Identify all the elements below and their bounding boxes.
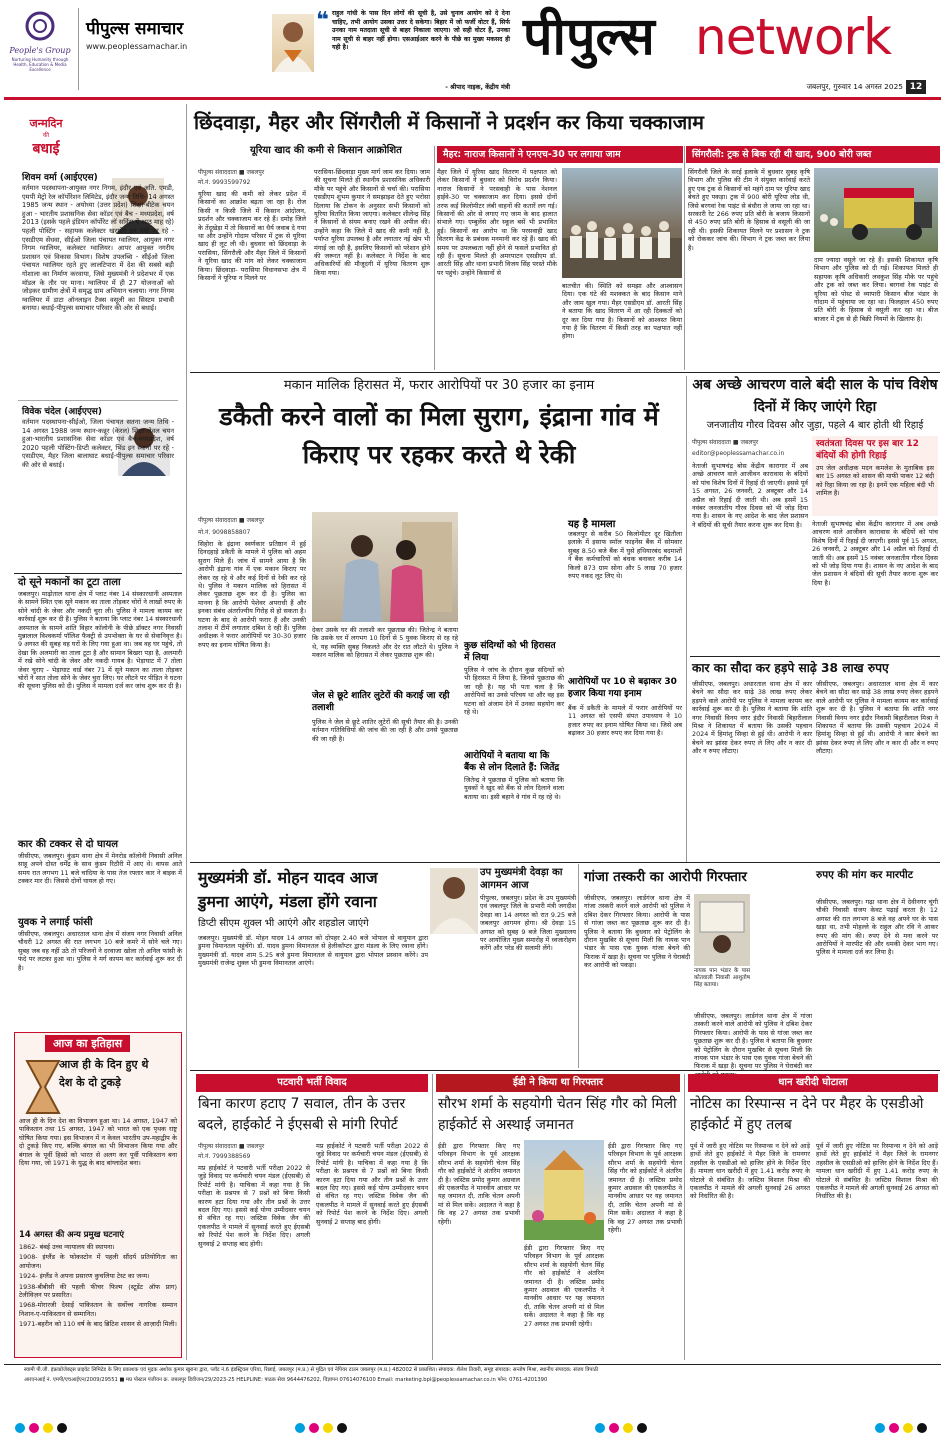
left-news-1-headline: दो सूने मकानों का टूटा ताला — [18, 577, 121, 588]
peoples-group-logo-icon — [22, 8, 58, 44]
prisoners-box — [812, 436, 938, 516]
cm-subhead: डिप्टी सीएम शुक्ल भी आएंगे और शहडोल जाएंगे — [198, 918, 369, 929]
history-box — [14, 1032, 182, 1358]
robbery-text-2: देकर उसके घर की तलाशी कर पूछताछ की। जितेन्द्र ने बताया कि उसके घर में लगभग 10 दिनों से 5 युवक किराए से रह रहे थे, यह व्यक्ति सुबह निकलते और देर रात लौटते थे। पुलिस ने मकान मालिक को हिरासत में लेकर पूछताछ शुरू की। — [312, 626, 458, 660]
robbery-box1-text: पुलिस ने जांच के दौरान कुछ संदिग्धों को भी हिरासत में लिया है, जिनसे पूछताछ की जा रही है। यह भी पता चला है कि आरोपियों का उनसे परिचय था और वह इस घटना को अंजाम देने में उनका सहयोग कर रहे थे। — [464, 666, 564, 717]
history-event: 1968-मोरारजी देसाई पाकिस्तान के सर्वोच्च नागरिक सम्मान निशान-ए-पाकिस्तान से सम्मानित। — [19, 1301, 177, 1318]
birthday-title-2: की — [42, 132, 50, 139]
cm-headline-2: डुमना आएंगे, मंडला होंगे रवाना — [198, 892, 377, 911]
prisoners-box-title: स्वतंत्रता दिवस पर इस बार 12 बंदियों की होगी रिहाई — [816, 439, 919, 461]
singrauli-text-f: दाम ज्यादा वसूले जा रहे हैं। इसकी शिकायत कृषि विभाग और पुलिस को दी गई। शिकायत मिलते ही सहायक कृषि अधिकारी लवकुश सिंह मौके पर पहुंचे और ट्रक को जब्त कर लिया। बरगवां रेक पाइंट से यूरिया को पोस्ट से व्यापारी किसान बीज भंडार के गोदाम में पहुंचाया जा रहा था। फिलहाल 450 रुपए प्रति बोरी के हिसाब से वसूली कर रहा था। बीज बाजार में ट्रक से ही बिक्री नियमों के खिलाफ है। — [814, 256, 938, 323]
bottom-text-1: मप्र हाईकोर्ट ने पटवारी भर्ती परीक्षा 2022 से जुड़े विवाद पर कर्मचारी चयन मंडल (ईएसबी) से रिपोर्ट मांगी है। याचिका में कहा गया है कि परीक्षा के प्रश्नपत्र से 7 प्रश्नों को बिना किसी कारण हटा दिया गया और तीन प्रश्नों के उत्तर बदल दिए गए। इससे कई योग्य उम्मीदवार चयन से वंचित रह गए। जस्टिस विवेक जैन की एकलपीठ ने मामले में सुनवाई करते हुए ईएसबी को रिपोर्ट पेश करने के निर्देश दिए। अगली सुनवाई 2 सप्ताह बाद होगी। — [198, 1164, 310, 1248]
robbery-box5-title: आरोपियों पर 10 से बढ़ाकर 30 हजार किया गया इनाम — [568, 677, 677, 699]
history-events-list — [19, 1243, 177, 1355]
masthead-hindi: पीपुल्स — [523, 7, 655, 67]
dateline: जबलपुर, गुरुवार 14 अगस्त 2025 — [806, 82, 903, 91]
bottom-text-2: ईडी द्वारा गिरफ्तार किए गए परिवहन विभाग के पूर्व आरक्षक सौरभ शर्मा के सहयोगी चेतन सिंह गौर को हाईकोर्ट ने अंतरिम जमानत दी है। जस्टिस प्रमोद कुमार अग्रवाल की एकलपीठ ने मानवीय आधार पर यह जमानत दी, ताकि चेतन अपनी मां से मिल सकें। अदालत ने कहा है कि वह 27 अगस्त तक प्रभावी रहेगी। — [438, 1142, 520, 1226]
bottom-mobile-1: मो.नं. 7999388569 — [198, 1153, 251, 1160]
history-headline-2: देश के दो टुकड़े — [59, 1076, 121, 1089]
masthead-english: network — [695, 8, 892, 66]
website-link[interactable]: www.peoplessamachar.in — [86, 42, 188, 51]
main-mobile: मो.नं. 9993599792 — [198, 179, 251, 186]
robbery-mobile: मो.नं. 9098858807 — [198, 529, 251, 536]
money-text: जीसीएफ, जबलपुर। गढ़ा थाना क्षेत्र में देवीनगर चूंगी चौकी निवासी संजय केवट पढ़ाई करता है। 12 अगस्त की रात लगभग 8 बजे वह अपने घर के पास खड़ा था, तभी मोहल्ले के राहुल और रवि ने आकर रुपए की मांग की। रुपए देने से मना करने पर आरोपियों ने मारपीट की और धमकी देकर भाग गए। पुलिस ने मामला दर्ज कर लिया है। — [816, 898, 938, 957]
singrauli-bar: सिंगरौली: ट्रक से बिक रही थी खाद, 900 बोरी जब्त — [686, 146, 940, 163]
color-registration-bar — [0, 1420, 945, 1436]
masthead — [515, 2, 943, 82]
birthday-title-3: बधाई — [32, 141, 60, 157]
quote-block — [316, 10, 512, 96]
ganja-text: जीसीएफ, जबलपुर। लार्डगंज थाना क्षेत्र में गांजा तस्करी करने वाले आरोपी को पुलिस ने दबिश देकर गिरफ्तार किया। आरोपी के पास से गांजा जब्त कर पूछताछ शुरू कर दी है। पुलिस ने बताया कि बुधवार को पेट्रोलिंग के दौरान मुखबिर से सूचना मिली कि नायक पान भंडार के पास एक युवक गांजा बेचने की फिराक में खड़ा है। सूचना पर पुलिस ने घेराबंदी कर आरोपी को पकड़ा। — [584, 894, 691, 970]
bottom-text-3: पूर्व में जारी हुए नोटिस पर रिस्पान्स न देने को आड़े हाथों लेते हुए हाईकोर्ट ने मैहर जिले के रामनगर तहसील के एसडीओ को हाजिर होने के निर्देश दिए हैं। मामला धान खरीदी में हुए 1.41 करोड़ रुपए के घोटाले से संबंधित है। जस्टिस विशाल मिश्रा की एकलपीठ ने मामले की अगली सुनवाई 26 अगस्त को निर्धारित की है। — [690, 1142, 810, 1201]
birthday-p2-text: वर्तमान पदस्थापना-सीईओ, जिला पंचायत सतना जन्म तिथि - 14 अगस्त 1988 जन्म स्थान-कन्नूर (केरल) शिक्षा-लेवल चयन हुआ-भारतीय प्रशासनिक सेवा कॉडर एवं बैच-मध्यप्रदेश, वर्ष 2020 पहली पोस्टिंग-डिप्टी कलेक्टर, भिंड इन स्थानों पर रहे - एसडीएम, मैहर जिला बालाघाट बधाई-पीपुल्स समाचार परिवार की ओर से बधाई। — [22, 418, 174, 469]
robbery-text-1: सिहोरा के इंद्राना स्वर्णकार प्रतिष्ठान में हुई दिनदहाड़े डकैती के मामले में पुलिस को अहम सुराग मिले हैं। जांच में सामने आया है कि आरोपी इंद्राना गांव में एक मकान किराए पर लेकर रह रहे थे और कई दिनों से रेकी कर रहे थे। पुलिस ने मकान मालिक को हिरासत में लेकर पूछताछ शुरू कर दी है। पुलिस का मानना है कि आरोपी पेशेवर अपराधी हैं और इनका संबंध अंतर्राज्यीय गिरोह से हो सकता है। घटना के बाद से आरोपी फरार हैं और उनकी तलाश में टीमें लगातार दबिश दे रही हैं। पुलिस अधीक्षक ने फरार आरोपियों पर 30-30 हजार रुपए का इनाम घोषित किया है। — [198, 540, 306, 649]
birthday-title-1: जन्मदिन — [29, 117, 63, 130]
footer-line-1: स्वामी पी.जी. इंफ्राप्रोजेक्ट्स प्राइवेट लिमिटेड के लिए प्रकाशक एवं मुद्रक अशोक कुमार खुराना द्वारा, प्लॉट नं.6 इंडस्ट्रियल एरिया, रिछाई, जबलपुर (म.प्र.) से मुद्रित एवं नेपियर टाउन जबलपुर (म.प्र.) 482002 से प्रकाशित। संपादक: शैलेश तिवारी, समूह संपादक: सन्तोष मिश्रा, स्थानीय संपादक: संजय त्रिपाठी — [24, 1367, 599, 1373]
cm-photo — [430, 868, 478, 934]
robbery-box4-title: आरोपियों ने बताया था कि बैंक से लोन दिलाते हैं: जितेंद्र — [464, 751, 560, 773]
main-headline: छिंदवाड़ा, मैहर और सिंगरौली में किसानों ने प्रदर्शन कर किया चक्काजाम — [194, 111, 704, 134]
main-subhead: यूरिया खाद की कमी से किसान आक्रोशित — [250, 145, 402, 156]
robbery-box3-head: यह है मामला — [568, 519, 616, 530]
paper-name: पीपुल्स समाचार — [86, 19, 184, 39]
robbery-box5-text: बैंक में डकैती के मामले में फरार आरोपियों पर 11 अगस्त को एसपी संपत उपाध्याय ने 10 हजार रुपए का इनाम घोषित किया था। जिसे अब बढ़ाकर 30 हजार रुपए कर दिया गया है। — [568, 704, 682, 738]
bottom-label-3: धान खरीदी घोटाला — [688, 1074, 938, 1092]
page-number: 12 — [906, 80, 926, 94]
car-deal-text: जीसीएफ, जबलपुर। अधारताल थाना क्षेत्र में कार बेचने का सौदा कर साढ़े 38 लाख रुपए लेकर हड़पने वाले आरोपी पर पुलिस ने मामला कायम कर कार्रवाई शुरू कर दी है। पुलिस ने बताया कि शांति नगर निवासी विनय नगर इंदौर निवासी बिहारीलाल मिश्रा ने शिकायत में बताया कि उसकी पहचान 2024 में हिमांशु सिन्हा से हुई थी। आरोपी ने कार बेचने का झांसा देकर रुपए ले लिए और न कार दी और न रुपए लौटाए। — [692, 680, 812, 756]
history-headline-1: आज ही के दिन हुए थे — [59, 1058, 149, 1071]
prisoners-byline: पीपुल्स संवाददाता ■ जबलपुर — [692, 439, 759, 446]
quote-mark-icon: ❝ — [316, 8, 329, 33]
left-news-1-text: जबलपुर। माढ़ोताल थाना क्षेत्र में प्लाट नंबर 14 संस्कारधानी अस्पताल के सामने स्थित एक सूने मकान का ताला तोड़कर चोरों ने लाखों रुपए के सोने चांदी के जेवर और नकदी चुरा ली। पुलिस ने मामला कायम कर कार्रवाई शुरू कर दी है। पुलिस ने बताया कि प्लाट नंबर 14 संस्कारधानी अस्पताल के सामने शांति विहार कॉलोनी के पीछे डॉक्टर नगर निवासी मुन्नालाल विश्वकर्मा पॉलिश फैक्ट्री से उपभोक्ता के घर से सेवानिवृत्त है। 9 अगस्त की सुबह वह घरों के लिए गया हुआ था। जब वह घर पहुंचे, तो देखा कि अलमारी का ताला टूटा है और सामान बिखरा पड़ा है, अलमारी में रखे सोने चांदी के जेवर और नकदी गायब है। भेड़ाघाट में 7 तोला जेवर चुराए - भेड़ाघाट वार्ड नंबर 71 में सूने मकान का ताला तोड़कर चोरों ने सात तोला सोने के जेवर चुरा लिए। घर लौटने पर पीड़ित ने घटना की सूचना पुलिस को दी। पुलिस ने मामला दर्ज कर जांच शुरू कर दी है। — [18, 590, 182, 691]
bottom-headline-2: सौरभ शर्मा के सहयोगी चेतन सिंह गौर को मिली हाईकोर्ट से अस्थाई जमानत — [438, 1096, 677, 1133]
birthday-p2-name: विवेक चंदेल (आईएएस) — [22, 407, 102, 417]
main-byline: पीपुल्स संवाददाता ■ जबलपुर — [198, 169, 265, 176]
history-event: 1908- इंग्लैंड के फोकस्टोन में पहली सौंदर्य प्रतियोगिता का आयोजन। — [19, 1253, 177, 1270]
birthday-p1-name: शिवम वर्मा (आईएएस) — [22, 173, 98, 183]
robbery-box2-title: जेल से छूटे शातिर लुटेरों की कराई जा रही तलाशी — [312, 691, 450, 713]
left-news-2-text: जीसीएफ, जबलपुर। कुंडम थाना क्षेत्र में मेनरोड कॉलोनी निवासी अनिल साहू अपने दोस्त धर्मेंद्र के साथ कुंडम रिठौरी में आए थे। वापस आते समय रात लगभग 11 बजे चांदिया के पास तेज रफ्तार कार ने बाइक में टक्कर मार दी। जिससे दोनों घायल हो गए। — [18, 852, 182, 886]
left-news-3-text: जीसीएफ, जबलपुर। अधारताल थाना क्षेत्र में संजय नगर निवासी अनिल चौधरी 12 अगस्त की रात लगभग 10 बजे कमरे में सोने चले गए। सुबह जब वह नहीं उठे तो परिजनों ने दरवाजा खोला तो अनिल फांसी के फंदे पर लटका हुआ था। पुलिस ने मर्ग कायम कर कार्रवाई शुरू कर दी है। — [18, 930, 182, 972]
group-name: People's Group — [9, 46, 71, 55]
footer-line-2: आरएनआई नं. एमपी/एचआईएन/2009/29551 ■ मप्र पोस्टल पंजीयन क्र. जबलपुर डिवीजन/29/2023-25 HELPLINE: पाठक सेवा 9644476202, विज्ञापन 07614076100 Email: marketing.bpl@peoplessamachar.co.in फोन: 0761-4201390 — [24, 1377, 548, 1383]
robbery-kicker: मकान मालिक हिरासत में, फरार आरोपियों पर 30 हजार का इनाम — [283, 378, 595, 393]
history-event: 1862- बंबई उच्च न्यायालय की स्थापना। — [19, 1243, 115, 1251]
car-deal-text-cont: जीसीएफ, जबलपुर। अधारताल थाना क्षेत्र में कार बेचने का सौदा कर साढ़े 38 लाख रुपए लेकर हड़पने वाले आरोपी पर पुलिस ने मामला कायम कर कार्रवाई शुरू कर दी है। पुलिस ने बताया कि शांति नगर निवासी विनय नगर इंदौर निवासी बिहारीलाल मिश्रा ने शिकायत में बताया कि उसकी पहचान 2024 में हिमांशु सिन्हा से हुई थी। आरोपी ने कार बेचने का झांसा देकर रुपए ले लिए और न कार दी और न रुपए लौटाए। — [816, 680, 938, 756]
cm-headline-1: मुख्यमंत्री डॉ. मोहन यादव आज — [198, 868, 378, 887]
bottom-label-1: पटवारी भर्ती विवाद — [196, 1074, 428, 1092]
main-text-a: यूरिया खाद की कमी को लेकर प्रदेश में किसानों का आक्रोश बढ़ता जा रहा है। रोज किसी न किसी जिले में किसान आंदोलन, प्रदर्शन और चक्काजाम कर रहे हैं। दमोह जिले के तेंदूखेड़ा में तो किसानों का धैर्य जवाब दे गया था और उन्होंने गोदाम परिसर में ट्रक से यूरिया खाद ही लूट ली थी। बुधवार को छिंदवाड़ा के परासिया, सिंगरौली और मैहर जिले में किसानों ने यूरिया खाद की मांग को लेकर चक्काजाम किया। छिंदवाड़ा- परासिया विधानसभा क्षेत्र में किसानों ने यूरिया न मिलने पर — [198, 190, 306, 283]
history-event: 1938-बीबीसी की पहली फीचर फिल्म (स्टूडेंट ऑफ प्राग) टेलीविज़न पर प्रसारित। — [19, 1282, 177, 1300]
ganja-text-cont: जीसीएफ, जबलपुर। लार्डगंज थाना क्षेत्र में गांजा तस्करी करने वाले आरोपी को पुलिस ने दबिश देकर गिरफ्तार किया। आरोपी के पास से गांजा जब्त कर पूछताछ शुरू कर दी है। पुलिस ने बताया कि बुधवार को पेट्रोलिंग के दौरान मुखबिर से सूचना मिली कि नायक पान भंडार के पास एक युवक गांजा बेचने की फिराक में खड़ा है। सूचना पर पुलिस ने घेराबंदी कर — [694, 1012, 812, 1071]
robbery-byline: पीपुल्स संवाददाता ■ जबलपुर — [198, 517, 265, 524]
robbery-box1-title: कुछ संदिग्धों को भी हिरासत में लिया — [464, 641, 556, 663]
birthday-p1-text: वर्तमान पदस्थापना-आयुक्त नगर निगम, इंदौर एवं अति. एमडी, एमपी मेट्रो रेल कॉर्पोरेशन लिमिटेड, इंदौर जन्म तिथि- 14 अगस्त 1985 जन्म स्थान - अयोध्या (उत्तर प्रदेश) शिक्षा-बीटेक चयन हुआ - भारतीय प्रशासनिक सेवा कॉडर एवं बैच - मध्यप्रदेश, वर्ष 2013 (इसके पहले इंडियन कॉर्पोरेट लॉ सर्विस में आठ माह रहे) पहली पोस्टिंग - सहायक कलेक्टर खरगोन इन पदों पर रहे - एसडीएम सेंधवा, सीईओ जिला पंचायत ग्वालियर, आयुक्त नगर निगम ग्वालियर, कलेक्टर ग्वालियर। आपर आयुक्त नगरीय प्रशासन एवं विकास विभाग। विशेष उपलब्धि - सीईओ जिला पंचायत ग्वालियर रहते हुए लालटिपारा में देश की सबसे बड़ी गोशाला का निर्माण करवाया, जिसे मुख्यमंत्री ने प्रदेशभर में एक मॉडल के तौर पर माना। ग्वालियर में ही 27 योजनाओं को जोड़कर ग्रामीण क्षेत्रों में समृद्ध ग्राम अभियान चलाया। नगर निगम ग्वालियर में डाटा ऑनलाइन टैक्स वसूली का सिस्टम प्रभावी बनाया। बधाई-पीपुल्स समाचार परिवार की ओर से बधाई। — [22, 184, 174, 313]
protest-photo — [562, 168, 682, 278]
history-event: 1924- इंग्लैंड ने अपना प्रसारण कुचलिया टेस्ट का जन्म। — [19, 1272, 150, 1281]
main-text-b: परासिया-छिंदवाड़ा मुख्य मार्ग जाम कर दिया। जाम की सूचना मिलते ही स्थानीय प्रशासनिक अधिकारी मौके पर पहुंचे और किसानों से चर्चा की। परासिया एसडीएम शुभम कुमार ने समझाइश देते हुए भरोसा दिलाया कि टोकन के अनुसार सभी किसानों को यूरिया वितरित किया जाएगा। कलेक्टर शीलेन्द्र सिंह ने किसानों से संयम बनाए रखने की अपील की। उन्होंने कहा कि जिले में खाद की कमी नहीं है, पर्याप्त यूरिया उपलब्ध है और लगातार नई खेप भी मंगाई जा रही है, इसलिए किसानों को परेशान होने की जरूरत नहीं है। कलेक्टर ने निर्देश के बाद अधिकारियों की मौजूदगी में यूरिया वितरण शुरू किया गया। — [314, 168, 430, 277]
ganja-caption: नायक पान भंडार के पास कोतवाली निवासी आशुतोष सिंह बताया। — [694, 968, 750, 988]
deputy-text: पीपुल्स, जबलपुर। प्रदेश के उप मुख्यमंत्री एवं जबलपुर जिले के प्रभारी मंत्री जगदीश देवड़ा का 14 अगस्त को रात 9.25 बजे जबलपुर आगमन होगा। श्री देवड़ा 15 अगस्त को सुबह 9 बजे जिला मुख्यालय पर आयोजित मुख्य समारोह में ध्वजारोहण करेंगे और परेड की सलामी लेंगे। — [480, 894, 576, 953]
paper-name-block — [86, 18, 271, 78]
quote-text: राहुल गांधी के पास दिन लोगों की सूची है, उसे चुनाव आयोग को दे देना चाहिए, तभी आयोग उसका उत्तर दे सकेगा। बिहार में जो फर्जी वोटर हैं, सिर्फ उनका नाम मतदाता सूची से बाहर निकाला जाएगा। जो सही वोटर हैं, उनका नाम सूची से बाहर नहीं होगा। एसआईआर करने के पीछे का मुख्य मकसद ही यही है। — [332, 10, 510, 52]
singrauli-text-e: सिंगरौली जिले के सरई इलाके में बुधवार सुबह कृषि विभाग और पुलिस की टीम ने संयुक्त कार्रवाई करते हुए एक ट्रक से किसानों को महंगे दाम पर यूरिया खाद बेचते हुए पकड़ा। ट्रक में 900 बोरी यूरिया लोड थी, जिसे बरगवां रेक पाइंट से बंधौरा ले जाया जा रहा था। सरकारी रेट 266 रुपए प्रति बोरी के बजाय किसानों से 450 रुपए प्रति बोरी के हिसाब से वसूली की जा रही थी। इसकी शिकायत मिलने पर प्रशासन ने ट्रक को रोककर जांच की। विभाग ने ट्रक जब्त कर लिया है। — [688, 168, 810, 252]
history-list-title: 14 अगस्त की अन्य प्रमुख घटनाएं — [19, 1229, 124, 1239]
maihar-text-d: बातचीत की। स्थिति को समझा और आश्वासन दिया। एक घंटे की मशक्कत के बाद किसान माने और जाम खुल गया। मैहर एसडीएम डॉ. आरती सिंह ने बताया कि खाद वितरण में आ रही दिक्कतों को दूर कर दिया गया है। किसानों को आश्वस्त किया गया है कि वितरण में किसी तरह का पक्षपात नहीं होगा। — [562, 282, 682, 341]
truck-photo — [814, 168, 938, 252]
bottom-text-3-cont: पूर्व में जारी हुए नोटिस पर रिस्पान्स न देने को आड़े हाथों लेते हुए हाईकोर्ट ने मैहर जिले के रामनगर तहसील के एसडीओ को हाजिर होने के निर्देश दिए हैं। मामला धान खरीदी में हुए 1.41 करोड़ रुपए के घोटाले से संबंधित है। जस्टिस विशाल मिश्रा की एकलपीठ ने मामले की अगली सुनवाई 26 अगस्त को निर्धारित की है। — [816, 1142, 938, 1201]
prisoners-subhead: जनजातीय गौरव दिवस और जुड़ा, पहले 4 बार होती थी रिहाई — [706, 420, 924, 431]
bottom-text-2-cont: ईडी द्वारा गिरफ्तार किए गए परिवहन विभाग के पूर्व आरक्षक सौरभ शर्मा के सहयोगी चेतन सिंह गौर को हाईकोर्ट ने अंतरिम जमानत दी है। जस्टिस प्रमोद कुमार अग्रवाल की एकलपीठ ने मानवीय आधार पर यह जमानत दी, ताकि चेतन अपनी मां से मिल सकें। अदालत ने कहा है कि वह 27 अगस्त तक प्रभावी रहेगी। — [524, 1244, 604, 1328]
robbery-box4-text: जितेन्द्र ने पूछताछ में पुलिस को बताया कि युवकों ने खुद को बैंक से लोन दिलाने वाला बताया था। इसी बहाने वे गांव में रह रहे थे। — [464, 776, 564, 801]
group-logo — [6, 6, 74, 94]
history-text: आज ही के दिन देश का विभाजन हुआ था। 14 अगस्त, 1947 को पाकिस्तान तथा 15 अगस्त, 1947 को भारत को एक पृथक राष्ट्र घोषित किया गया। इस विभाजन में न केवल भारतीय उप-महाद्वीप के दो टुकड़े किए गए, बल्कि बंगाल का भी विभाजन किया गया और बंगाल के पूर्वी हिस्से को भारत से अलग कर पूर्वी पाकिस्तान बना दिया गया, जो 1971 के युद्ध के बाद बांग्लादेश बना। — [19, 1117, 177, 1168]
prisoners-headline: अब अच्छे आचरण वाले बंदी साल के पांच विशेष दिनों में किए जाएंगे रिहा — [692, 377, 938, 415]
money-headline: रुपए की मांग कर मारपीट — [816, 869, 913, 881]
robbery-photo — [312, 512, 458, 622]
group-tagline: Nurturing Humanity through Health, Education & Media Excellence — [11, 57, 69, 72]
bottom-text-2-cont2: ईडी द्वारा गिरफ्तार किए गए परिवहन विभाग के पूर्व आरक्षक सौरभ शर्मा के सहयोगी चेतन सिंह गौर को हाईकोर्ट ने अंतरिम जमानत दी है। जस्टिस प्रमोद कुमार अग्रवाल की एकलपीठ ने मानवीय आधार पर यह जमानत दी, ताकि चेतन अपनी मां से मिल सकें। अदालत ने कहा है कि वह 27 अगस्त तक प्रभावी रहेगी। — [608, 1142, 682, 1235]
ganja-photo — [694, 894, 750, 966]
deputy-headline: उप मुख्यमंत्री देवड़ा का आगमन आज — [480, 867, 563, 891]
robbery-headline: डकैती करने वालों का मिला सुराग, इंद्राना गांव में किराए पर रहकर करते थे रेकी — [219, 402, 659, 469]
maihar-text-c: मैहर जिले में यूरिया खाद वितरण में पक्षपात को लेकर किसानों ने बुधवार को विरोध प्रदर्शन किया। नाराज किसानों ने परसवाही के पास नेशनल हाईवे-30 पर चक्काजाम कर दिया। इससे दोनों तरफ कई किलोमीटर लंबी वाहनों की कतारें लग गई। किसानों की ओर से लगाए गए जाम के बाद हालात संभाले गए। एम्बुलेंस और स्कूल बसें भी प्रभावित हुई। किसानों का आरोप था कि परसवाही खाद वितरण केंद्र के प्रबंधक मनमानी कर रहे हैं। खाद की समय पर उपलब्धता नहीं होने से फसलें प्रभावित हो रही हैं। सूचना मिलते ही अमरपाटन एसडीएम डॉ. आरती सिंह और थाना प्रभारी विजय सिंह परस्ते मौके पर पहुंचे। उन्होंने किसानों से — [437, 168, 557, 277]
left-news-3-headline: युवक ने लगाई फांसी — [18, 917, 93, 928]
bottom-headline-3: नोटिस का रिस्पान्स न देने पर मैहर के एसडीओ हाईकोर्ट में हुए तलब — [690, 1096, 924, 1133]
robbery-box3-text: जबलपुर से करीब 50 किलोमीटर दूर खितौला इलाके में इसाफ स्मॉल फाइनेंस बैंक में सोमवार सुबह 8.50 बजे बैंक में घुसे हथियारबंद बदमाशों ने बैंक कर्मचारियों को बंधक बनाकर करीब 14 किलो 873 ग्राम सोना और 5 लाख 70 हजार रुपए नकद लूट लिए थे। — [568, 530, 682, 581]
prisoners-text: नेताजी सुभाषचंद्र बोस केंद्रीय कारागार में अब अच्छे आचरण वाले आजीवन कारावास के बंदियों को पांच विशेष दिनों में रिहाई दी जाएगी। इससे पूर्व 15 अगस्त, 26 जनवरी, 2 अक्टूबर और 14 अप्रैल को रिहाई दी जाती थी। अब इसमें 15 नवंबर जनजातीय गौरव दिवस को भी जोड़ दिया गया है। शासन के नए आदेश के बाद जेल प्रशासन ने बंदियों की सूची तैयार करना शुरू कर दिया है। — [692, 462, 808, 529]
quote-author: - श्रीपाद नाइक, केंद्रीय मंत्री — [445, 83, 510, 91]
birthday-badge — [12, 116, 80, 166]
history-event: 1971-बहरीन को 110 वर्ष के बाद ब्रिटिश शासन से आज़ादी मिली। — [19, 1320, 177, 1329]
bottom-byline-1: पीपुल्स संवाददाता ■ जबलपुर — [198, 1143, 265, 1150]
left-news-2-headline: कार की टक्कर से दो घायल — [18, 839, 119, 850]
bottom-label-2: ईडी ने किया था गिरफ्तार — [436, 1074, 680, 1092]
prisoners-email[interactable]: editor@peoplessamachar.co.in — [692, 450, 785, 457]
car-deal-headline: कार का सौदा कर हड़पे साढ़े 38 लाख रुपए — [692, 661, 889, 675]
robbery-box2-text: पुलिस ने जेल से छूटे शातिर लुटेरों की सूची तैयार की है। उनकी वर्तमान गतिविधियों की जांच की जा रही है और उनसे पूछताछ की जा रही है। — [312, 718, 458, 743]
ganja-headline: गांजा तस्करी का आरोपी गिरफ्तार — [584, 870, 747, 885]
history-badge: आज का इतिहास — [45, 1035, 130, 1052]
chetan-photo — [524, 1140, 604, 1240]
prisoners-box-text: उप जेल अधीक्षक मदन कमलेश के मुताबिक इस बार 15 अगस्त को शासन की माफी पाकर 12 बंदी को रिहा किया जा रहा है। इनमें एक महिला बंदी भी शामिल है। — [816, 464, 934, 498]
maihar-bar: मैहर: नाराज किसानों ने एनएच-30 पर लगाया जाम — [437, 146, 683, 163]
prisoners-text-cont: नेताजी सुभाषचंद्र बोस केंद्रीय कारागार में अब अच्छे आचरण वाले आजीवन कारावास के बंदियों को पांच विशेष दिनों में रिहाई दी जाएगी। इससे पूर्व 15 अगस्त, 26 जनवरी, 2 अक्टूबर और 14 अप्रैल को रिहाई दी जाती थी। अब इसमें 15 नवंबर जनजातीय गौरव दिवस को भी जोड़ दिया गया है। शासन के नए आदेश के बाद जेल प्रशासन ने बंदियों की सूची तैयार करना शुरू कर दिया है। — [812, 520, 938, 587]
cm-text: जबलपुर। मुख्यमंत्री डॉ. मोहन यादव 14 अगस्त को दोपहर 2.40 बजे भोपाल से वायुयान द्वारा डुमना विमानतल पहुंचेंगे। डॉ. यादव डुमना विमानतल से हेलीकॉप्टर द्वारा मंडला के लिए रवाना होंगे। मुख्यमंत्री डॉ. यादव शाम 5.25 बजे डुमना विमानतल से वायुयान द्वारा भोपाल प्रस्थान करेंगे। उप मुख्यमंत्री राजेन्द्र शुक्ल भी डुमना विमानतल आएंगे। — [198, 934, 428, 968]
bottom-headline-1: बिना कारण हटाए 7 सवाल, तीन के उत्तर बदले, हाईकोर्ट ने ईएसबी से मांगी रिपोर्ट — [198, 1096, 406, 1133]
minister-photo — [272, 14, 314, 72]
bottom-text-1-cont: मप्र हाईकोर्ट ने पटवारी भर्ती परीक्षा 2022 से जुड़े विवाद पर कर्मचारी चयन मंडल (ईएसबी) से रिपोर्ट मांगी है। याचिका में कहा गया है कि परीक्षा के प्रश्नपत्र से 7 प्रश्नों को बिना किसी कारण हटा दिया गया और तीन प्रश्नों के उत्तर बदल दिए गए। इससे कई योग्य उम्मीदवार चयन से वंचित रह गए। जस्टिस विवेक जैन की एकलपीठ ने मामले में सुनवाई करते हुए ईएसबी को रिपोर्ट पेश करने के निर्देश दिए। अगली सुनवाई 2 सप्ताह बाद होगी। — [316, 1142, 428, 1226]
